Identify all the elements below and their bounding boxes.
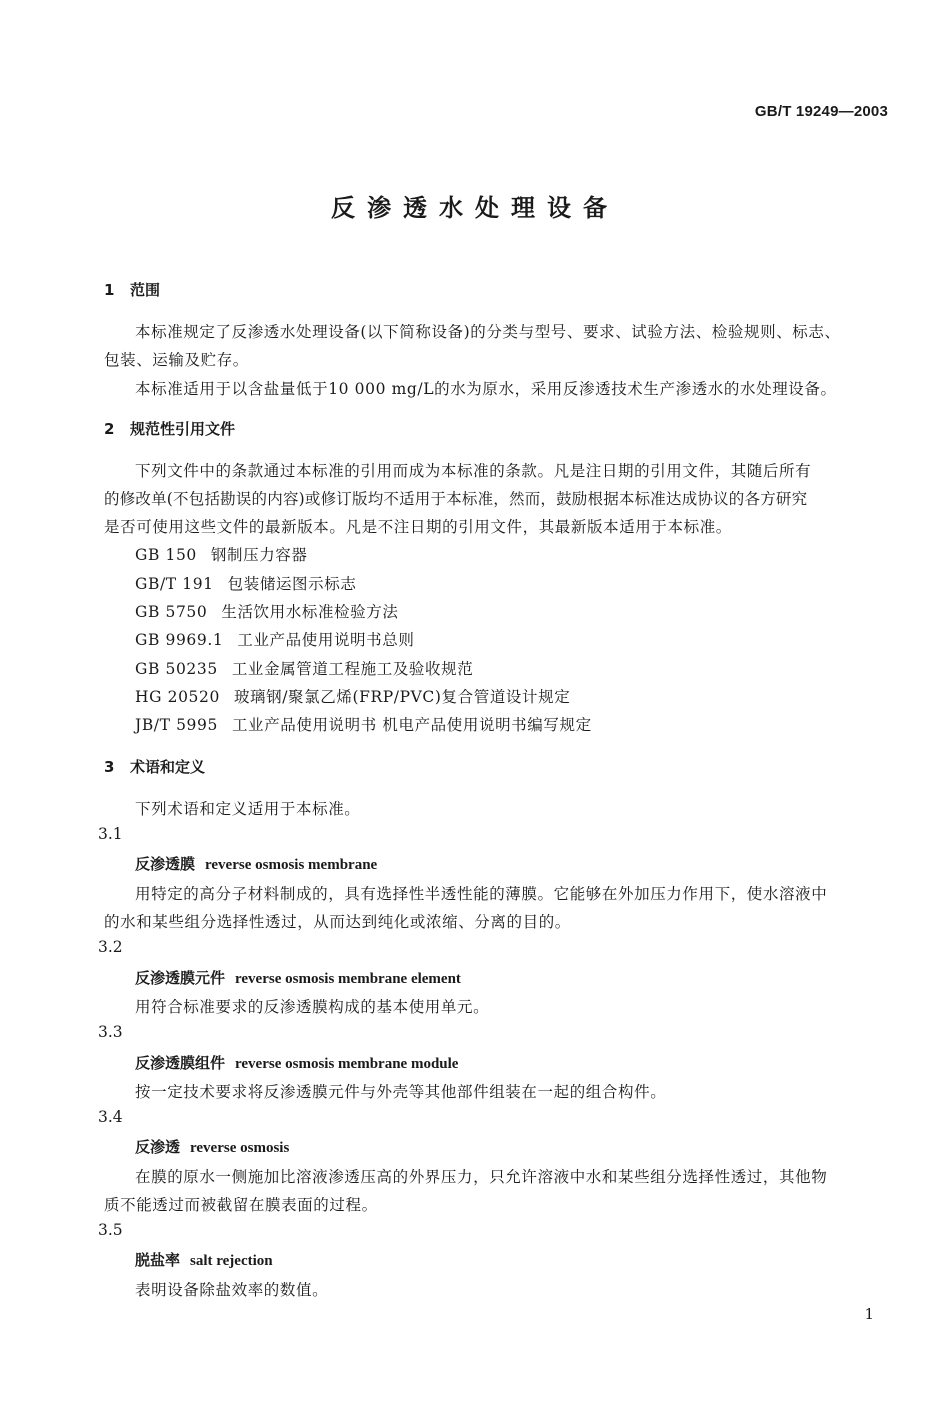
- section-number: 3: [104, 758, 115, 776]
- clause-number: 3.5: [98, 1221, 123, 1239]
- reference-title: 生活饮用水标准检验方法: [221, 603, 399, 621]
- term-heading: [135, 967, 461, 988]
- term-chinese: 反渗透: [135, 1138, 181, 1156]
- term-english: reverse osmosis: [190, 1140, 290, 1156]
- reference-code: GB 9969.1: [135, 631, 224, 649]
- term-definition-line2: 质不能透过而被截留在膜表面的过程。: [104, 1196, 378, 1214]
- section-2-heading: [104, 418, 235, 439]
- reference-item: [135, 628, 414, 650]
- reference-item: [135, 600, 398, 622]
- reference-title: 玻璃钢/聚氯乙烯(FRP/PVC)复合管道设计规定: [233, 688, 571, 706]
- term-chinese: 反渗透膜组件: [135, 1054, 226, 1072]
- reference-code: HG 20520: [135, 688, 220, 706]
- term-english: reverse osmosis membrane: [205, 857, 378, 873]
- section-number: 1: [104, 281, 115, 299]
- term-chinese: 反渗透膜: [135, 855, 196, 873]
- term-definition-line1: 按一定技术要求将反渗透膜元件与外壳等其他部件组装在一起的组合构件。: [135, 1083, 667, 1101]
- section-number: 2: [104, 420, 115, 438]
- reference-item: [135, 543, 308, 565]
- clause-number: 3.1: [98, 825, 123, 843]
- term-heading: [135, 1249, 273, 1270]
- s2-para1-line2: 的修改单(不包括勘误的内容)或修订版均不适用于本标准，然而，鼓励根据本标准达成协议的各方研究: [104, 490, 808, 508]
- term-heading: [135, 1136, 289, 1157]
- s2-para1-line3: 是否可使用这些文件的最新版本。凡是不注日期的引用文件，其最新版本适用于本标准。: [104, 518, 732, 536]
- reference-title: 钢制压力容器: [210, 546, 308, 564]
- reference-item: [135, 657, 473, 679]
- page-number: 1: [864, 1305, 874, 1323]
- term-definition-line1: 用特定的高分子材料制成的，具有选择性半透性能的薄膜。它能够在外加压力作用下，使水溶液中: [135, 885, 828, 903]
- reference-code: JB/T 5995: [135, 716, 218, 734]
- term-heading: [135, 853, 377, 874]
- term-english: reverse osmosis membrane module: [235, 1056, 459, 1072]
- term-heading: [135, 1052, 458, 1073]
- reference-item: [135, 685, 570, 707]
- reference-code: GB 150: [135, 546, 197, 564]
- term-chinese: 反渗透膜元件: [135, 969, 226, 987]
- reference-title: 包装储运图示标志: [227, 575, 357, 593]
- term-definition-line1: 用符合标准要求的反渗透膜构成的基本使用单元。: [135, 998, 490, 1016]
- term-english: reverse osmosis membrane element: [235, 971, 461, 987]
- term-chinese: 脱盐率: [135, 1251, 181, 1269]
- section-title: 规范性引用文件: [130, 420, 236, 438]
- document-title: 反渗透水处理设备: [331, 194, 619, 222]
- reference-code: GB/T 191: [135, 575, 214, 593]
- reference-code: GB 5750: [135, 603, 208, 621]
- s1-para1-line1: 本标准规定了反渗透水处理设备(以下简称设备)的分类与型号、要求、试验方法、检验规则、标志、: [135, 323, 841, 341]
- standard-code: GB/T 19249—2003: [754, 103, 888, 120]
- section-1-heading: [104, 279, 160, 300]
- reference-code: GB 50235: [135, 660, 218, 678]
- term-definition-line1: 表明设备除盐效率的数值。: [135, 1281, 329, 1299]
- reference-item: [135, 572, 356, 594]
- term-english: salt rejection: [190, 1253, 273, 1269]
- reference-title: 工业产品使用说明书 机电产品使用说明书编写规定: [231, 716, 592, 734]
- clause-number: 3.4: [98, 1108, 123, 1126]
- reference-title: 工业产品使用说明书总则: [237, 631, 415, 649]
- reference-item: [135, 713, 592, 735]
- section-title: 范围: [130, 281, 161, 299]
- s3-intro: 下列术语和定义适用于本标准。: [135, 800, 361, 818]
- term-definition-line1: 在膜的原水一侧施加比溶液渗透压高的外界压力，只允许溶液中水和某些组分选择性透过，其他物: [135, 1168, 828, 1186]
- s1-para1-line2: 包装、运输及贮存。: [104, 351, 249, 369]
- reference-title: 工业金属管道工程施工及验收规范: [231, 660, 474, 678]
- clause-number: 3.3: [98, 1023, 123, 1041]
- s2-para1-line1: 下列文件中的条款通过本标准的引用而成为本标准的条款。凡是注日期的引用文件，其随后所有: [135, 462, 812, 480]
- s1-para2: 本标准适用于以含盐量低于10 000 mg/L的水为原水，采用反渗透技术生产渗透水的水处理设备。: [135, 380, 837, 398]
- section-3-heading: [104, 756, 205, 777]
- term-definition-line2: 的水和某些组分选择性透过，从而达到纯化或浓缩、分离的目的。: [104, 913, 571, 931]
- clause-number: 3.2: [98, 938, 123, 956]
- section-title: 术语和定义: [130, 758, 206, 776]
